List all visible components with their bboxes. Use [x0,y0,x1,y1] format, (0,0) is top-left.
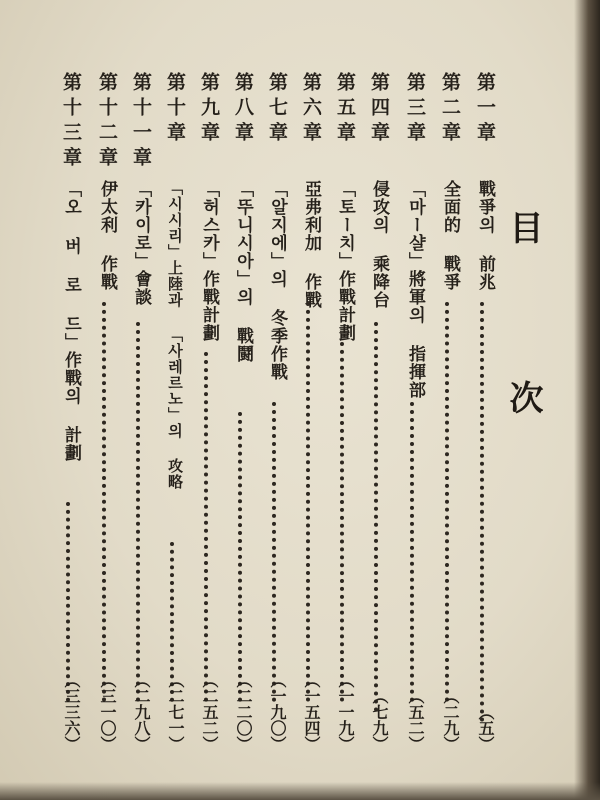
toc-entry[interactable] [194,72,224,772]
toc-entry[interactable] [470,72,500,772]
dot-leader [306,302,320,702]
toc-entry[interactable] [400,72,430,772]
chapter-label: 第二章 [439,72,461,147]
chapter-page-number: （三三六） [62,672,81,752]
chapter-title: 侵攻의 乘降台 [369,180,389,309]
dot-leader [340,342,354,702]
chapter-title: 亞弗利加 作戰 [301,180,321,309]
chapter-label: 第十三章 [60,72,82,172]
chapter-page-number: （二七一） [166,672,185,752]
chapter-page-number: （二九） [441,688,460,752]
chapter-page-number: （五二） [406,688,425,752]
toc-entry[interactable] [160,72,190,772]
chapter-label: 第三章 [404,72,426,147]
chapter-label: 第十一章 [130,72,152,172]
chapter-page-number: （一九〇） [268,672,287,752]
chapter-title: 「마ー샬」將軍의 指揮部 [405,180,425,399]
dot-leader [204,352,218,702]
toc-entry[interactable] [262,72,292,772]
page-edge-shadow [574,0,600,800]
dot-leader [445,302,459,702]
toc-entry[interactable] [364,72,394,772]
chapter-label: 第十二章 [96,72,118,172]
chapter-label: 第四章 [368,72,390,147]
chapter-title: 「허스카」作戰計劃 [199,180,219,342]
dot-leader [410,402,424,702]
chapter-label: 第九章 [198,72,220,147]
dot-leader [136,322,150,702]
toc-entry[interactable] [435,72,465,772]
chapter-label: 第一章 [474,72,496,147]
chapter-title: 全面的 戰爭 [440,180,460,291]
chapter-label: 第十章 [164,72,186,147]
toc-entry[interactable] [92,72,122,772]
chapter-page-number: （三一〇） [98,672,117,752]
dot-leader [272,402,286,702]
chapter-page-number: （二二〇） [234,672,253,752]
chapter-page-number: （五） [476,704,495,752]
chapter-title: 「오 버 로 드」作戰의 計劃 [61,180,81,462]
chapter-title: 「토ー치」作戰計劃 [335,180,355,342]
dot-leader [102,302,116,702]
chapter-label: 第六章 [300,72,322,147]
chapter-label: 第五章 [334,72,356,147]
chapter-title: 戰爭의 前兆 [475,180,495,291]
toc-entry[interactable] [330,72,360,772]
chapter-title: 「알지에」의 冬季作戰 [267,180,287,381]
toc-title: 目 次 [503,210,543,462]
chapter-page-number: （二五二） [200,672,219,752]
toc-entry[interactable] [126,72,156,772]
chapter-page-number: （二九八） [132,672,151,752]
chapter-page-number: （七九） [370,688,389,752]
chapter-page-number: （一五四） [302,672,321,752]
dot-leader [374,322,388,712]
chapter-title: 「카이로」會談 [131,180,151,306]
dot-leader [238,412,252,702]
dot-leader [480,302,494,722]
chapter-page-number: （一一九） [336,672,355,752]
toc-entry[interactable] [228,72,258,772]
chapter-title: 伊太利 作戰 [97,180,117,291]
page-bottom-shadow [0,782,600,800]
chapter-title: 「시시리」上陸과 「사레르노」의 攻略 [166,180,184,490]
chapter-label: 第七章 [266,72,288,147]
toc-entry[interactable] [296,72,326,772]
chapter-label: 第八章 [232,72,254,147]
toc-entry[interactable] [56,72,86,772]
chapter-title: 「뚜니시아」의 戰鬪 [233,180,253,363]
